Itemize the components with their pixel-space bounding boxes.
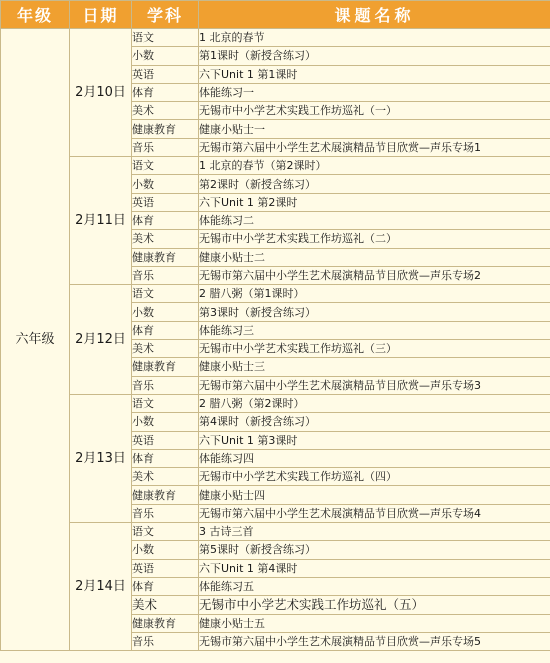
date-cell: 2月14日 [70,523,132,651]
subject-cell: 美术 [132,468,199,486]
subject-cell: 健康教育 [132,120,199,138]
subject-cell: 小数 [132,413,199,431]
lesson-title-cell: 无锡市中小学艺术实践工作坊巡礼（五） [199,596,550,614]
lesson-title-cell: 无锡市第六届中小学生艺术展演精品节目欣赏—声乐专场1 [199,138,550,156]
table-row [1,394,550,412]
subject-cell: 小数 [132,541,199,559]
lesson-title-cell: 第3课时（新授含练习） [199,303,550,321]
lesson-title-cell: 2 腊八粥（第2课时） [199,394,550,412]
subject-cell: 小数 [132,175,199,193]
lesson-title-cell: 第1课时（新授含练习） [199,47,550,65]
subject-cell: 语文 [132,285,199,303]
lesson-title-cell: 无锡市第六届中小学生艺术展演精品节目欣赏—声乐专场3 [199,376,550,394]
table-row [1,285,550,303]
subject-cell: 音乐 [132,266,199,284]
header-grade: 年级 [1,1,70,29]
lesson-title-cell: 无锡市中小学艺术实践工作坊巡礼（一） [199,102,550,120]
header-date: 日期 [70,1,132,29]
header-subject: 学科 [132,1,199,29]
lesson-title-cell: 1 北京的春节（第2课时） [199,157,550,175]
subject-cell: 小数 [132,303,199,321]
subject-cell: 美术 [132,596,199,614]
lesson-title-cell: 体能练习一 [199,83,550,101]
lesson-title-cell: 体能练习五 [199,577,550,595]
subject-cell: 美术 [132,102,199,120]
header-row [1,1,550,29]
date-cell: 2月11日 [70,157,132,285]
lesson-title-cell: 3 古诗三首 [199,523,550,541]
lesson-title-cell: 无锡市第六届中小学生艺术展演精品节目欣赏—声乐专场5 [199,632,550,650]
lesson-title-cell: 健康小贴士一 [199,120,550,138]
subject-cell: 语文 [132,394,199,412]
subject-cell: 英语 [132,431,199,449]
date-cell: 2月10日 [70,29,132,157]
date-cell: 2月13日 [70,394,132,522]
lesson-title-cell: 无锡市中小学艺术实践工作坊巡礼（二） [199,230,550,248]
lesson-title-cell: 健康小贴士三 [199,358,550,376]
subject-cell: 美术 [132,230,199,248]
lesson-title-cell: 体能练习四 [199,449,550,467]
lesson-title-cell: 1 北京的春节 [199,29,550,47]
lesson-title-cell: 健康小贴士五 [199,614,550,632]
lesson-title-cell: 六下Unit 1 第4课时 [199,559,550,577]
table-row [1,29,550,47]
subject-cell: 小数 [132,47,199,65]
subject-cell: 体育 [132,83,199,101]
subject-cell: 体育 [132,211,199,229]
subject-cell: 英语 [132,193,199,211]
lesson-title-cell: 六下Unit 1 第2课时 [199,193,550,211]
subject-cell: 美术 [132,340,199,358]
lesson-title-cell: 体能练习三 [199,321,550,339]
lesson-title-cell: 第5课时（新授含练习） [199,541,550,559]
lesson-title-cell: 第4课时（新授含练习） [199,413,550,431]
lesson-title-cell: 无锡市第六届中小学生艺术展演精品节目欣赏—声乐专场2 [199,266,550,284]
lesson-title-cell: 无锡市第六届中小学生艺术展演精品节目欣赏—声乐专场4 [199,504,550,522]
lesson-title-cell: 无锡市中小学艺术实践工作坊巡礼（四） [199,468,550,486]
subject-cell: 体育 [132,321,199,339]
subject-cell: 健康教育 [132,486,199,504]
table-row [1,157,550,175]
table-row [1,523,550,541]
lesson-title-cell: 2 腊八粥（第1课时） [199,285,550,303]
subject-cell: 音乐 [132,504,199,522]
lesson-title-cell: 无锡市中小学艺术实践工作坊巡礼（三） [199,340,550,358]
subject-cell: 音乐 [132,376,199,394]
subject-cell: 音乐 [132,138,199,156]
subject-cell: 健康教育 [132,248,199,266]
subject-cell: 音乐 [132,632,199,650]
date-cell: 2月12日 [70,285,132,395]
grade-cell: 六年级 [1,29,70,651]
lesson-title-cell: 健康小贴士四 [199,486,550,504]
subject-cell: 语文 [132,157,199,175]
subject-cell: 体育 [132,577,199,595]
lesson-title-cell: 六下Unit 1 第3课时 [199,431,550,449]
lesson-title-cell: 第2课时（新授含练习） [199,175,550,193]
subject-cell: 语文 [132,29,199,47]
subject-cell: 健康教育 [132,614,199,632]
subject-cell: 健康教育 [132,358,199,376]
lesson-title-cell: 体能练习二 [199,211,550,229]
subject-cell: 体育 [132,449,199,467]
subject-cell: 语文 [132,523,199,541]
subject-cell: 英语 [132,559,199,577]
schedule-body [1,29,550,651]
header-title: 课题名称 [199,1,550,29]
lesson-title-cell: 健康小贴士二 [199,248,550,266]
lesson-title-cell: 六下Unit 1 第1课时 [199,65,550,83]
subject-cell: 英语 [132,65,199,83]
